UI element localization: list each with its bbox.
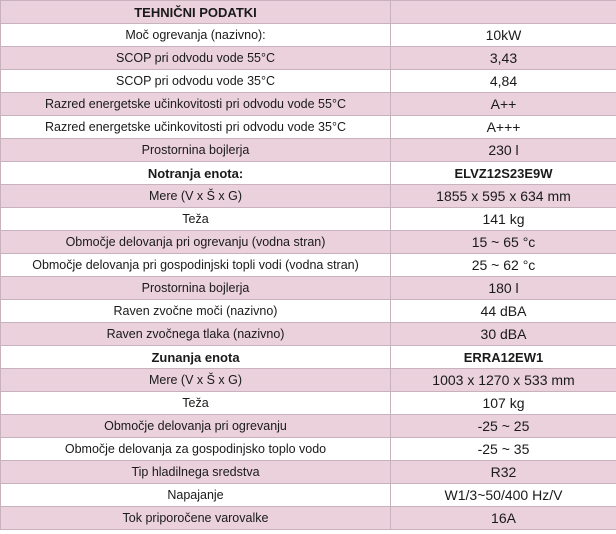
table-row xyxy=(1,507,616,530)
table-title: TEHNIČNI PODATKI xyxy=(1,1,391,24)
table-row xyxy=(1,484,616,507)
row-value: W1/3~50/400 Hz/V xyxy=(391,484,616,507)
section-model: ELVZ12S23E9W xyxy=(391,162,616,185)
row-label: Napajanje xyxy=(1,484,391,507)
row-value: 141 kg xyxy=(391,208,616,231)
row-value: 1855 x 595 x 634 mm xyxy=(391,185,616,208)
row-value: -25 ~ 25 xyxy=(391,415,616,438)
row-label: Razred energetske učinkovitosti pri odvodu vode 55°C xyxy=(1,93,391,116)
row-value: A++ xyxy=(391,93,616,116)
table-row xyxy=(1,116,616,139)
row-value: R32 xyxy=(391,461,616,484)
table-row xyxy=(1,208,616,231)
table-row xyxy=(1,415,616,438)
row-value: 44 dBA xyxy=(391,300,616,323)
row-label: Raven zvočne moči (nazivno) xyxy=(1,300,391,323)
row-value: -25 ~ 35 xyxy=(391,438,616,461)
table-row xyxy=(1,70,616,93)
row-value: 25 ~ 62 °c xyxy=(391,254,616,277)
row-label: Teža xyxy=(1,392,391,415)
table-row xyxy=(1,254,616,277)
row-value: 107 kg xyxy=(391,392,616,415)
row-label: Razred energetske učinkovitosti pri odvodu vode 35°C xyxy=(1,116,391,139)
table-row xyxy=(1,139,616,162)
table-title-empty-cell xyxy=(391,1,616,24)
section-label: Zunanja enota xyxy=(1,346,391,369)
row-label: Območje delovanja pri gospodinjski topli vodi (vodna stran) xyxy=(1,254,391,277)
row-value: 3,43 xyxy=(391,47,616,70)
row-value: 180 l xyxy=(391,277,616,300)
table-row xyxy=(1,93,616,116)
table-row xyxy=(1,461,616,484)
table-row xyxy=(1,392,616,415)
row-label: SCOP pri odvodu vode 35°C xyxy=(1,70,391,93)
row-label: Območje delovanja za gospodinjsko toplo vodo xyxy=(1,438,391,461)
row-value: 16A xyxy=(391,507,616,530)
row-label: Tip hladilnega sredstva xyxy=(1,461,391,484)
row-label: Moč ogrevanja (nazivno): xyxy=(1,24,391,47)
row-value: 4,84 xyxy=(391,70,616,93)
row-label: Mere (V x Š x G) xyxy=(1,185,391,208)
row-value: 1003 x 1270 x 533 mm xyxy=(391,369,616,392)
row-label: Območje delovanja pri ogrevanju xyxy=(1,415,391,438)
table-row xyxy=(1,231,616,254)
section-header-row-indoor-unit xyxy=(1,162,616,185)
row-label: Teža xyxy=(1,208,391,231)
section-header-row-outdoor-unit xyxy=(1,346,616,369)
table-row xyxy=(1,277,616,300)
row-label: Prostornina bojlerja xyxy=(1,139,391,162)
table-row xyxy=(1,47,616,70)
table-row xyxy=(1,438,616,461)
table-row xyxy=(1,300,616,323)
table-row xyxy=(1,24,616,47)
row-label: Mere (V x Š x G) xyxy=(1,369,391,392)
row-value: 230 l xyxy=(391,139,616,162)
row-value: 30 dBA xyxy=(391,323,616,346)
row-label: Tok priporočene varovalke xyxy=(1,507,391,530)
row-label: Območje delovanja pri ogrevanju (vodna stran) xyxy=(1,231,391,254)
row-value: A+++ xyxy=(391,116,616,139)
section-model: ERRA12EW1 xyxy=(391,346,616,369)
table-row xyxy=(1,323,616,346)
section-label: Notranja enota: xyxy=(1,162,391,185)
row-value: 15 ~ 65 °c xyxy=(391,231,616,254)
table-header-row xyxy=(1,1,616,24)
table-row xyxy=(1,369,616,392)
row-label: Prostornina bojlerja xyxy=(1,277,391,300)
row-value: 10kW xyxy=(391,24,616,47)
row-label: SCOP pri odvodu vode 55°C xyxy=(1,47,391,70)
row-label: Raven zvočnega tlaka (nazivno) xyxy=(1,323,391,346)
table-row xyxy=(1,185,616,208)
